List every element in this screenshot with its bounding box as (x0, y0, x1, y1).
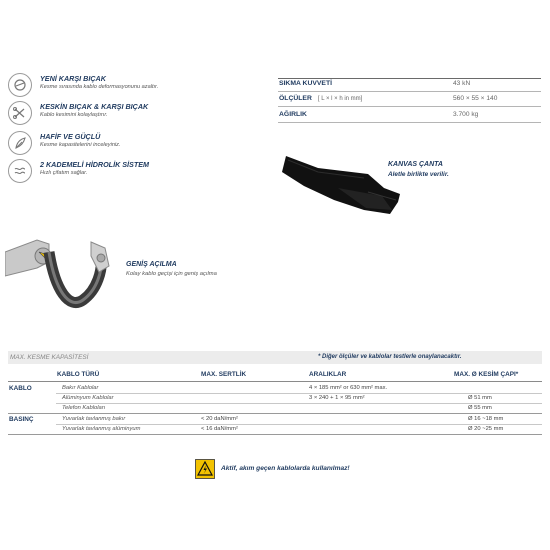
table-rule (56, 424, 542, 425)
column-header-hardness: MAX. SERTLİK (201, 371, 247, 378)
feature-item-light-strong (8, 131, 268, 159)
table-cell-type: Yuvarlak tavlanmış bakır (62, 416, 126, 422)
spec-rule (278, 78, 541, 79)
opening-title: GENİŞ AÇILMA (126, 261, 177, 268)
group-label-cable: KABLO (9, 385, 32, 392)
bag-desc: Aletle birlikte verilir. (388, 171, 449, 178)
scissors-icon (8, 101, 32, 125)
warning-icon (195, 459, 215, 479)
spec-rule (278, 91, 541, 92)
feather-icon (8, 131, 32, 155)
blade-icon (8, 73, 32, 97)
capacity-title: MAX. KESME KAPASİTESİ (10, 354, 89, 361)
feature-item-new-counter-blade (8, 73, 268, 101)
table-cell-hardness: < 16 daN/mm² (201, 426, 238, 432)
table-rule (8, 413, 542, 414)
spec-label: SIKMA KUVVETİ (279, 80, 332, 87)
bag-title: KANVAS ÇANTA (388, 161, 443, 168)
spec-rule (278, 106, 541, 107)
group-label-pressure: BASINÇ (9, 416, 34, 423)
table-rule (56, 393, 542, 394)
column-header-type: KABLO TÜRÜ (57, 371, 100, 378)
table-cell-diameter: Ø 20 ~25 mm (468, 426, 504, 432)
table-rule (8, 381, 542, 382)
table-cell-diameter: Ø 51 mm (468, 395, 492, 401)
table-cell-type: Telefon Kabloları (62, 405, 106, 411)
opening-desc: Kolay kablo geçişi için geniş açılma (126, 271, 217, 277)
spec-label: AĞIRLIK (279, 111, 307, 118)
spec-value: 560 × 55 × 140 (453, 95, 498, 102)
hydraulic-icon (8, 159, 32, 183)
spec-rule (278, 122, 541, 123)
feature-item-two-stage-hydraulic (8, 159, 268, 187)
table-cell-type: Alüminyum Kablolar (62, 395, 114, 401)
column-header-ranges: ARALIKLAR (309, 371, 347, 378)
warning-text: Aktif, akım geçen kablolarda kullanılmaz! (221, 465, 350, 472)
table-rule (56, 403, 542, 404)
feature-item-sharp-blade (8, 101, 268, 129)
feature-desc: Kesme kapasitelerini inceleyiniz. (40, 142, 121, 148)
capacity-note: * Diğer ölçüler ve kablolar testlerle onaylanacaktır. (318, 354, 462, 360)
spec-value: 43 kN (453, 80, 471, 87)
feature-title: KESKİN BIÇAK & KARŞI BIÇAK (40, 102, 149, 111)
column-header-diameter: MAX. Ø KESİM ÇAPI* (454, 371, 519, 378)
table-cell-range: 4 × 185 mm² or 630 mm² max. (309, 385, 388, 391)
table-cell-type: Bakır Kablolar (62, 385, 99, 391)
spec-sub: [ L × l × h in mm] (317, 96, 363, 102)
feature-desc: Kesme sırasında kablo deformasyonunu azaltır. (40, 84, 159, 90)
feature-desc: Hızlı çifatım sağlar. (40, 170, 88, 176)
table-cell-type: Yuvarlak tavlanmış alüminyum (62, 426, 141, 432)
spec-label: ÖLÇÜLER [ L × l × h in mm] (279, 95, 363, 102)
table-cell-range: 3 × 240 + 1 × 95 mm² (309, 395, 365, 401)
feature-title: HAFİF VE GÜÇLÜ (40, 132, 101, 141)
tool-head-image (5, 222, 117, 318)
table-rule (8, 434, 542, 435)
table-cell-hardness: < 20 daN/mm² (201, 416, 238, 422)
feature-title: 2 KADEMELİ HİDROLİK SİSTEM (40, 160, 150, 169)
feature-title: YENİ KARŞI BIÇAK (40, 74, 106, 83)
table-cell-diameter: Ø 55 mm (468, 405, 492, 411)
feature-desc: Kablo kesimini kolaylaştırır. (40, 112, 108, 118)
spec-value: 3.700 kg (453, 111, 479, 118)
table-cell-diameter: Ø 16 ~18 mm (468, 416, 504, 422)
